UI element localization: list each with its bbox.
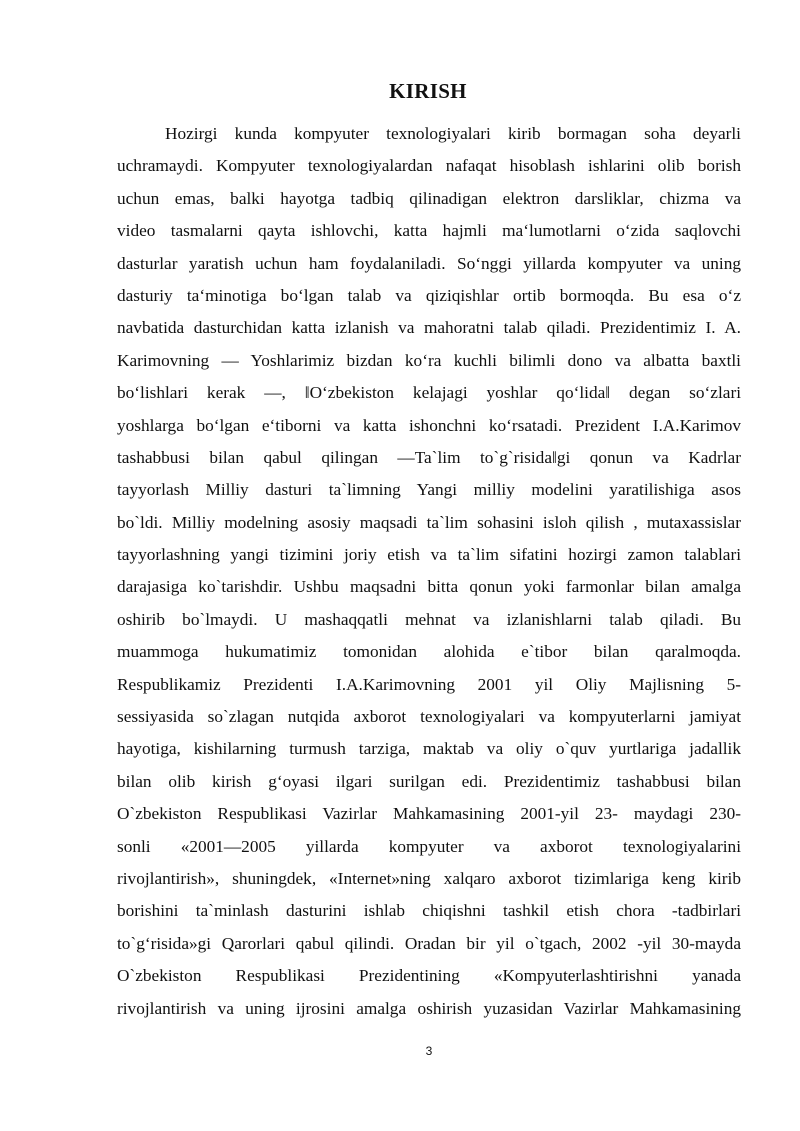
text-line: bo`ldi. Milliy modelning asosiy maqsadi ta`lim sohasini isloh qilish , mutaxassislar [117, 512, 741, 532]
text-line: sonli «2001—2005 yillarda kompyuter va axborot texnologiyalarini [117, 836, 741, 856]
text-line: sessiyasida so`zlagan nutqida axborot texnologiyalari va kompyuterlarni jamiyat [117, 707, 741, 727]
text-line: muammoga hukumatimiz tomonidan alohida e`tibor bilan qaralmoqda. [117, 642, 741, 662]
text-line: tayyorlash Milliy dasturi ta`limning Yangi milliy modelini yaratilishiga asos [117, 480, 741, 500]
text-line: O`zbekiston Respublikasi Vazirlar Mahkamasining 2001-yil 23- maydagi 230- [117, 804, 741, 824]
text-line: dasturlar yaratish uchun ham foydalaniladi. So‘nggi yillarda kompyuter va uning [117, 253, 741, 273]
text-line: Karimovning — Yoshlarimiz bizdan ko‘ra kuchli bilimli dono va albatta baxtli [117, 350, 741, 370]
text-line: dasturiy ta‘minotiga bo‘lgan talab va qiziqishlar ortib bormoqda. Bu esa o‘z [117, 285, 741, 305]
text-line: video tasmalarni qayta ishlovchi, katta hajmli ma‘lumotlarni o‘zida saqlovchi [117, 221, 741, 241]
text-line: rivojlantirish», shuningdek, «Internet»ning xalqaro axborot tizimlariga keng kirib [117, 868, 741, 888]
text-line: yoshlarga bo‘lgan e‘tiborni va katta ishonchni ko‘rsatadi. Prezident I.A.Karimov [117, 415, 741, 435]
text-line: tayyorlashning yangi tizimini joriy etish va ta`lim sifatini hozirgi zamon talablari [117, 545, 741, 565]
text-line: borishini ta`minlash dasturini ishlab chiqishni tashkil etish chora -tadbirlari [117, 901, 741, 921]
text-line: uchramaydi. Kompyuter texnologiyalardan nafaqat hisoblash ishlarini olib borish [117, 156, 741, 176]
page-title: KIRISH [389, 79, 467, 103]
text-line: to`g‘risida»gi Qarorlari qabul qilindi. Oradan bir yil o`tgach, 2002 -yil 30-mayda [117, 933, 741, 953]
text-line: Respublikamiz Prezidenti I.A.Karimovning 2001 yil Oliy Majlisning 5- [117, 674, 741, 694]
text-line: navbatida dasturchidan katta izlanish va mahoratni talab qiladi. Prezidentimiz I. A. [117, 318, 741, 338]
text-line: bilan olib kirish g‘oyasi ilgari surilgan edi. Prezidentimiz tashabbusi bilan [117, 771, 741, 791]
text-line: O`zbekiston Respublikasi Prezidentining «Kompyuterlashtirishni yanada [117, 966, 741, 986]
text-line: oshirib bo`lmaydi. U mashaqqatli mehnat va izlanishlarni talab qiladi. Bu [117, 609, 741, 629]
page-number: 3 [425, 1044, 433, 1058]
text-line: rivojlantirish va uning ijrosini amalga oshirish yuzasidan Vazirlar Mahkamasining [117, 998, 741, 1018]
text-line: uchun emas, balki hayotga tadbiq qilinadigan elektron darsliklar, chizma va [117, 188, 741, 208]
text-line: Hozirgi kunda kompyuter texnologiyalari kirib bormagan soha deyarli [165, 124, 741, 143]
text-line: tashabbusi bilan qabul qilingan —Ta`lim to`g`risida‖gi qonun va Kadrlar [117, 447, 741, 467]
text-line: hayotiga, kishilarning turmush tarziga, maktab va oliy o`quv yurtlariga jadallik [117, 739, 741, 759]
body-paragraph [117, 118, 741, 1025]
text-line: darajasiga ko`tarishdir. Ushbu maqsadni bitta qonun yoki farmonlar bilan amalga [117, 577, 741, 597]
text-line: bo‘lishlari kerak —, ‖O‘zbekiston kelajagi yoshlar qo‘lida‖ degan so‘zlari [117, 383, 741, 403]
